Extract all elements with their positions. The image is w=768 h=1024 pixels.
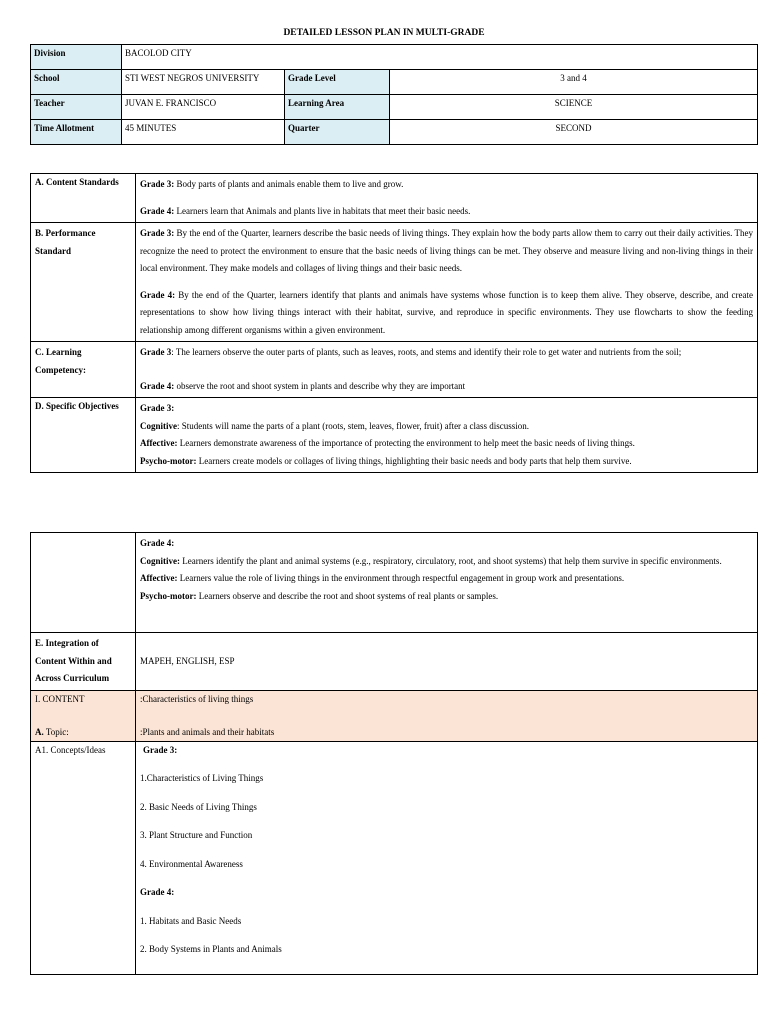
performance-standard-g4: Grade 4: By the end of the Quarter, learners identify that plants and animals have systems whose function is to keep them alive. They observe, describe, and create representations to show how living things interact with their habitat, survive, and reproduce in specific environments. They use flowcharts to show the feeding relationship among different organisms within a given environment. xyxy=(140,289,754,335)
grade-level-value: 3 and 4 xyxy=(390,70,758,95)
specific-objectives-g4-row xyxy=(31,533,758,633)
school-label: School xyxy=(31,70,122,95)
time-allotment-value: 45 MINUTES xyxy=(122,120,285,145)
learning-competency-g3: Grade 3: The learners observe the outer parts of plants, such as leaves, roots, and stems and identify their role to get water and nutrients from the soil; xyxy=(140,347,682,357)
content-standards-body xyxy=(136,174,758,223)
objectives-g3-psychomotor: Psycho-motor: Learners create models or collages of living things, highlighting their basic needs and body parts that help them survive. xyxy=(140,455,632,466)
performance-standard-label: B. Performance Standard xyxy=(31,223,136,342)
teacher-row xyxy=(31,95,758,120)
school-value: STI WEST NEGROS UNIVERSITY xyxy=(122,70,285,95)
integration-value: MAPEH, ENGLISH, ESP xyxy=(136,633,758,691)
learning-competency-body xyxy=(136,342,758,398)
blank-label-cell xyxy=(31,533,136,633)
learning-area-value: SCIENCE xyxy=(390,95,758,120)
objectives-g4-psychomotor: Psycho-motor: Learners observe and describe the root and shoot systems of real plants or samples. xyxy=(140,590,499,601)
content-value: :Characteristics of living things xyxy=(140,693,254,704)
objectives-g3-cognitive: Cognitive: Students will name the parts of a plant (roots, stem, leaves, flower, fruit) after a class discussion. xyxy=(140,420,530,431)
time-allotment-label: Time Allotment xyxy=(31,120,122,145)
concepts-g3-heading: Grade 3: xyxy=(143,744,178,755)
concepts-g4-item: 1. Habitats and Basic Needs xyxy=(140,915,242,926)
grade-level-label: Grade Level xyxy=(285,70,390,95)
objectives-g4-heading: Grade 4: xyxy=(140,538,175,548)
quarter-label: Quarter xyxy=(285,120,390,145)
objectives-g3-affective: Affective: Learners demonstrate awareness of the importance of protecting the environment to help meet the basic needs of living things. xyxy=(140,438,635,448)
concepts-g3-item: 2. Basic Needs of Living Things xyxy=(140,801,257,812)
performance-standard-body xyxy=(136,223,758,342)
lesson-sections-table-1 xyxy=(30,173,758,473)
time-row xyxy=(31,120,758,145)
content-standards-row xyxy=(31,174,758,223)
teacher-label: Teacher xyxy=(31,95,122,120)
learning-area-label: Learning Area xyxy=(285,95,390,120)
content-label: I. CONTENT xyxy=(35,693,85,704)
topic-label: A. Topic: xyxy=(35,726,69,737)
performance-standard-g3: Grade 3: By the end of the Quarter, learners describe the basic needs of living things. They explain how the body parts allow them to carry out their daily activities. They recognize the need to protect the environment to ensure that the basic needs of living things can be met. They observe and measure living and non-living things in their local environment. They make models and collages of living things and their basic needs. xyxy=(140,228,753,273)
document-title: DETAILED LESSON PLAN IN MULTI-GRADE xyxy=(283,28,485,38)
specific-objectives-label: D. Specific Objectives xyxy=(31,398,136,473)
division-label: Division xyxy=(31,45,122,70)
header-info-table xyxy=(30,44,758,145)
division-row xyxy=(31,45,758,70)
performance-standard-row xyxy=(31,223,758,342)
school-row xyxy=(31,70,758,95)
concepts-g4-item: 2. Body Systems in Plants and Animals xyxy=(140,944,282,954)
specific-objectives-g4-body xyxy=(136,533,758,633)
objectives-g3-heading: Grade 3: xyxy=(140,403,175,413)
concepts-g4-heading: Grade 4: xyxy=(140,887,175,897)
learning-competency-label: C. Learning Competency: xyxy=(31,342,136,398)
concepts-g3-item: 1.Characteristics of Living Things xyxy=(140,773,264,783)
content-value-cell xyxy=(136,690,758,741)
concepts-label: A1. Concepts/Ideas xyxy=(31,741,136,974)
content-row xyxy=(31,690,758,741)
content-standards-g4: Grade 4: Learners learn that Animals and plants live in habitats that meet their basic needs. xyxy=(140,205,471,216)
integration-label: E. Integration of Content Within and Across Curriculum xyxy=(31,633,136,691)
objectives-g4-affective: Affective: Learners value the role of living things in the environment through respectful engagement in group work and presentations. xyxy=(140,573,625,583)
concepts-g3-item: 3. Plant Structure and Function xyxy=(140,830,253,840)
objectives-g4-cognitive: Cognitive: Learners identify the plant and animal systems (e.g., respiratory, circulatory, root, and shoot systems) that help them survive in specific environments. xyxy=(140,555,722,566)
concepts-body xyxy=(136,741,758,974)
topic-value: :Plants and animals and their habitats xyxy=(140,726,275,737)
learning-competency-row xyxy=(31,342,758,398)
specific-objectives-row xyxy=(31,398,758,473)
division-value: BACOLOD CITY xyxy=(122,45,758,70)
content-standards-label: A. Content Standards xyxy=(31,174,136,223)
concepts-g3-item: 4. Environmental Awareness xyxy=(140,858,243,869)
quarter-value: SECOND xyxy=(390,120,758,145)
teacher-value: JUVAN E. FRANCISCO xyxy=(122,95,285,120)
learning-competency-g4: Grade 4: observe the root and shoot system in plants and describe why they are important xyxy=(140,380,466,391)
concepts-row xyxy=(31,741,758,974)
specific-objectives-g3-body xyxy=(136,398,758,473)
content-standards-g3: Grade 3: Body parts of plants and animals enable them to live and grow. xyxy=(140,179,404,189)
integration-row xyxy=(31,633,758,691)
content-label-cell xyxy=(31,690,136,741)
lesson-sections-table-2 xyxy=(30,532,758,975)
